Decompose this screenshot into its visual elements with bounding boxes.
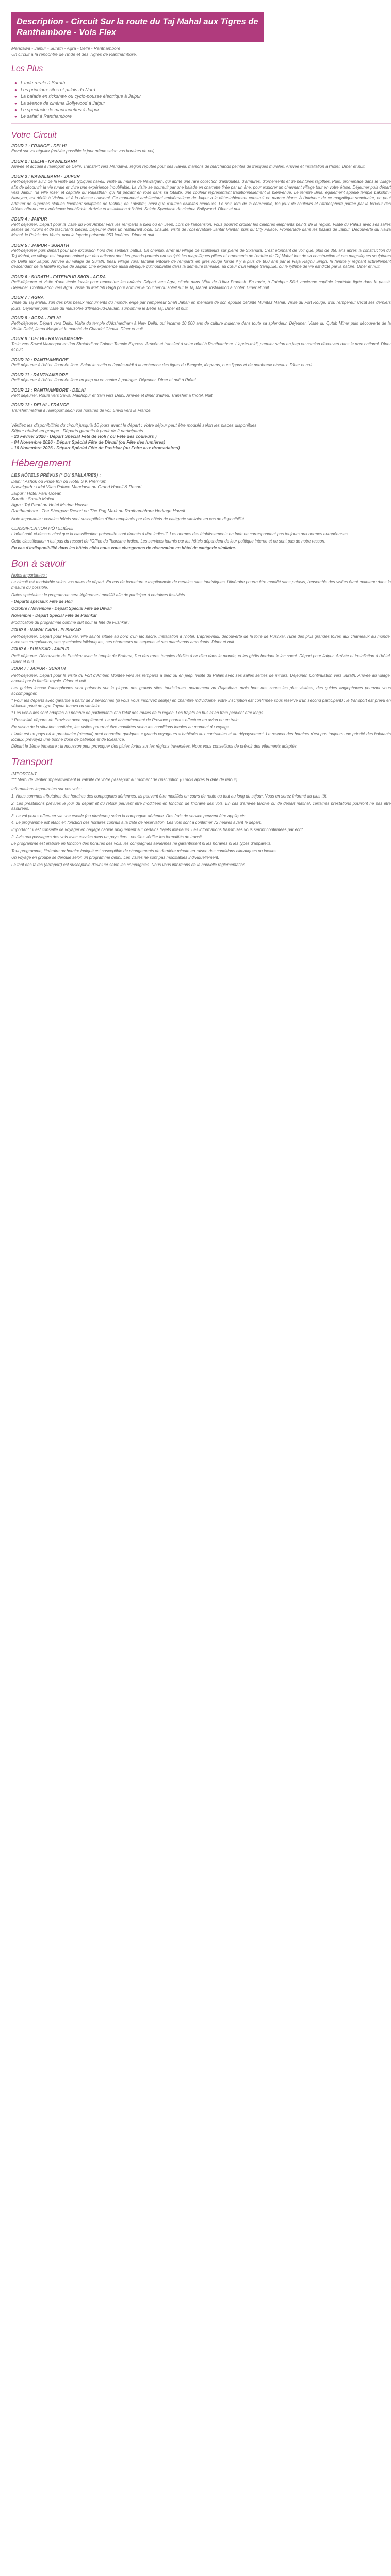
day-text: Petit-déjeuner. Départ vers Delhi. Visite du temple d'Akshardham à New Delhi, qui incarne 10 000 ans de culture indienne dans toute sa splendeur. Déjeuner. Visite du Qutub Minar puis découverte de la Vieille Delhi, Jama Masjid et le marché de Chandni Chowk. Dîner et nuit. (11, 321, 391, 331)
day-title: JOUR 13 : DELHI - FRANCE (11, 402, 69, 408)
info-text: En raison de la situation sanitaire, les visites pourront être modifiées selon les conditions locales au moment du voyage. (11, 724, 231, 730)
info-text: Départ le 3ème trimestre : la mousson peut provoquer des pluies fortes sur les régions traversées. Nous vous conseillons de prévoir des vêtements adaptés. (11, 744, 298, 749)
day-title: JOUR 7 : AGRA (11, 295, 44, 300)
day-title: JOUR 3 : NAWALGARH - JAIPUR (11, 174, 80, 179)
day-title: JOUR 9 : DELHI - RANTHAMBORE (11, 336, 83, 342)
day-title: JOUR 5 : JAIPUR - SURATH (11, 242, 69, 248)
point-item: ● Le spectacle de marionnettes à Jaipur (21, 107, 391, 113)
day-title: JOUR 2 : DELHI - NAWALGARH (11, 158, 77, 164)
day-text: Petit-déjeuner puis départ pour une excursion hors des sentiers battus. En chemin, arrêt au village de sculpteurs sur pierre de Sikandra. C'est étonnant de voir que, plus de 350 ans après la construction du Taj Mahal, ce village est toujours animé par des artisans dont les grands-parents ont sculpté les magnifiques piliers et ornements de l'entrée du Taj Mahal lors de sa construction et ces magnifiques sculptures de Delhi aux Jaïpur. Arrivée au village de Surath, beau village rural familial entouré de remparts en grès rouge fondé il y a plus de 800 ans par le Raja Raghu Singh, la famille y régnant actuellement descendant de la famille royale de Jaipur. Une expérience aussi atypique qu'inoubliable dans la demeure familiale, au cœur d'un village tranquille, où le rythme de vie est dicté par la nature. Dîner et nuit. (11, 248, 391, 269)
transport-text: Le tarif des taxes (aéroport) est susceptible d'évoluer selon les compagnies. Nous vous informons de la nouvelle réglementation. (11, 862, 247, 867)
transport-text: *** Merci de vérifier impérativement la validité de votre passeport au moment de l'inscription (6 mois après la date de retour). (11, 777, 239, 782)
info-text: Modification du programme comme suit pour la fête de Pushkar : (11, 620, 130, 625)
page-title (11, 12, 264, 42)
route-subtitle: Mandawa - Jaipur - Surath - Agra - Delhi - Ranthambore (11, 46, 121, 51)
title-line-1: Description - Circuit Sur la route du Taj Mahal aux Tigres de (17, 17, 258, 26)
transport-title: Transport (11, 756, 53, 768)
day-text: Envol sur vol régulier (arrivée possible le jour même selon vos horaires de vol). (11, 149, 156, 154)
day-title: JOUR 8 : AGRA - DELHI (11, 315, 61, 321)
hotel-line: Agra : Taj Pearl ou Hotel Marina House (11, 502, 88, 507)
day-title: JOUR 10 : RANTHAMBORE (11, 357, 69, 362)
day-text: Petit déjeuner à l'hôtel. Journée libre. Safari le matin et l'après-midi à la recherche des tigres du Bengale, léopards, ours lippus et de nombreux oiseaux. Dîner et nuit. (11, 362, 314, 367)
info-text: Octobre / Novembre - Départ Spécial Fête de Diwali (11, 606, 112, 611)
day-text: Train vers Sawai Madhopur en Jan Shatabdi ou Golden Temple Express. Arrivée et transfert à votre hôtel à Ranthambore. L'après-midi, premier safari en jeep ou camion découvert dans le parc national. Dîner et nuit. (11, 342, 391, 352)
transport-heading: IMPORTANT (11, 771, 37, 776)
info-text: Petit-déjeuner. Départ pour la visite du Fort d'Amber. Montée vers les remparts à pied ou en jeep. Visite du Palais avec ses salles serties de miroirs. Déjeuner. Continuation vers Surath. Arrivée au village, accueil par la famille royale. Dîner et nuit. (11, 673, 391, 684)
hotels-title: Hébergement (11, 458, 71, 469)
date-item: - 04 Novembre 2026 - Départ Spécial Fête de Diwali (ou Fête des lumières) (11, 439, 166, 445)
hotels-heading: LES HÔTELS PRÉVUS (* OU SIMILAIRES) : (11, 472, 101, 478)
points-title: Les Plus (11, 64, 43, 73)
transport-text: Un voyage en groupe se déroule selon un programme défini. Les visites ne sont pas modifiables individuellement. (11, 855, 219, 860)
day-text: Visite du Taj Mahal, l'un des plus beaux monuments du monde, érigé par l'empereur Shah Jahan en mémoire de son épouse défunte Mumtaz Mahal. Visite du Fort Rouge, d'où l'empereur vécut ses derniers jours. Déjeuner puis visite du mausolée d'Itimad-ud-Daulah, surnommé le Bébé Taj. Dîner et nuit. (11, 300, 391, 311)
info-text: - Départs spéciaux Fête de Holi (11, 599, 73, 604)
info-text: Notes importantes : (11, 572, 47, 578)
day-text: Arrivée et accueil à l'aéroport de Delhi. Transfert vers Mandawa, région réputée pour ses Haveli, maisons de marchands peintes de fresques murales. Arrivée et installation à l'hôtel. Dîner et nuit. (11, 164, 366, 169)
hotel-line: Surath : Surath Mahal (11, 496, 54, 502)
point-item: ● La séance de cinéma Bollywood à Jaipur (21, 100, 391, 107)
hotel-line: Nawalgarh : Udai Vilas Palace Mandawa ou Grand Haveli & Resort (11, 484, 142, 490)
point-item: ● La balade en rickshaw ou cyclo-pousse électrique à Jaipur (21, 93, 391, 100)
info-text: Les guides locaux francophones sont présents sur la plupart des grands sites touristiques, notamment au Rajasthan, mais hors des zones les plus visitées, des guides anglophones pourront vous accompagner. (11, 685, 391, 696)
classification-text: En cas d'indisponibilité dans les hôtels cités nous vous changerons de réservation en hôtel de catégorie similaire. (11, 546, 236, 551)
hotel-line: Jaipur : Hotel Park Ocean (11, 490, 62, 496)
transport-text: 2. Avis aux passagers des vols avec escales dans un pays tiers : veuillez vérifier les formalités de transit. (11, 834, 203, 839)
transport-text: 4. Le programme est établi en fonction des horaires connus à la date de réservation. Les vols sont à confirmer 72 heures avant le départ. (11, 820, 262, 825)
date-item: - 16 Novembre 2026 - Départ Spécial Fête de Pushkar (ou Foire aux dromadaires) (11, 445, 180, 451)
day-title: JOUR 12 : RANTHAMBORE - DELHI (11, 387, 86, 393)
info-text: Le circuit est modulable selon vos dates de départ. En cas de fermeture exceptionnelle de certains sites touristiques, l'itinéraire pourra être modifié sans préavis, l'ensemble des visites étant maintenu dans la mesure du possible. (11, 580, 391, 590)
info-text: JOUR 6 : PUSHKAR - JAIPUR (11, 647, 70, 652)
transport-text: Le programme est élaboré en fonction des horaires des vols, les compagnies aériennes ne garantissent ni les horaires ni les types d'appareils. (11, 841, 272, 846)
info-text: Petit-déjeuner. Départ pour Pushkar, ville sainte située au bord d'un lac sacré. Installation à l'hôtel. L'après-midi, découverte de la foire de Pushkar, l'une des plus grandes foires aux chameaux au monde, avec ses compétitions, ses spectacles folkloriques, ses charmeurs de serpents et ses marchands ambulants. Dîner et nuit. (11, 634, 391, 645)
info-text: * Possibilité départs de Province avec supplément. Le pré acheminement de Province pourra s'effectuer en avion ou en train. (11, 717, 240, 722)
day-text: Transfert matinal à l'aéroport selon vos horaires de vol. Envol vers la France. (11, 408, 152, 413)
day-title: JOUR 4 : JAIPUR (11, 216, 47, 222)
point-item: ● Les princiaux sites et palais du Nord (21, 87, 391, 93)
page (11, 12, 391, 868)
info-title: Bon à savoir (11, 558, 66, 569)
dates-intro: Vérifiez les disponibilités du circuit jusqu'à 10 jours avant le départ : Votre séjour peut être modulé selon les places disponibles. (11, 422, 258, 428)
itinerary-title: Votre Circuit (11, 131, 57, 140)
hotels-note: Note importante : certains hôtels sont susceptibles d'être remplacés par des hôtels de catégorie similaire en cas de disponibilité. (11, 517, 246, 522)
info-text: * Les véhicules sont adaptés au nombre de participants et à l'état des routes de la région. Les trajets en bus et en train peuvent être longs. (11, 710, 265, 716)
info-text: JOUR 5 : NAWALGARH - PUSHKAR (11, 627, 82, 632)
point-item: ● Le safari à Ranthambore (21, 113, 391, 120)
classification-title: CLASSIFICATION HÔTELIÈRE (11, 526, 73, 531)
transport-text: 2. Les prestations prévues le jour du départ et du retour peuvent être modifiées en fonction de l'horaire des vols. En cas d'arrivée tardive ou de départ matinal, certaines prestations pourront ne pas être assurées. (11, 801, 391, 811)
transport-text: 3. Le vol peut s'effectuer via une escale (ou plusieurs) selon la compagnie aérienne. Des frais de service peuvent être appliqués. (11, 813, 247, 818)
hotel-line: Ranthambore : The Shergarh Resort ou The Pug Mark ou Ranthambhore Heritage Haveli (11, 508, 185, 514)
day-text: Petit déjeuner. Route vers Sawai Madhopur et train vers Delhi. Arrivée et dîner d'adieu. Transfert à l'hôtel. Nuit. (11, 393, 214, 398)
transport-text: Informations importantes sur vos vols : (11, 787, 82, 792)
classification-text: Cette classification n'est pas du ressort de l'Office du Tourisme Indien. Les services fournis par les hôtels dépendent de leur politique interne et ne sont pas de notre ressort. (11, 538, 326, 544)
top-spacer (0, 0, 391, 12)
point-item: ● L'Inde rurale à Surath (21, 80, 391, 87)
info-text: Dates spéciales : le programme sera légèrement modifié afin de participer à certaines festivités. (11, 592, 186, 597)
info-text: L'Inde est un pays où le prestataire (réceptif) peut connaître quelques « grands voyageurs » habitués aux contraintes et au dépaysement. Le respect des horaires n'est pas toujours une priorité des habitants locaux, prévoyez une bonne dose de patience et de tolérance. (11, 732, 391, 742)
transport-text: 1. Nous sommes tributaires des horaires des compagnies aériennes. Ils peuvent être modifiés en cours de route ou tout au long du séjour. Vous en serez informé au plus tôt. (11, 794, 328, 799)
day-text: Petit déjeuner. Départ pour la visite du Fort Amber vers les remparts à pied ou en Jeep. Lors de l'ascension, vous pourrez croiser les célèbres éléphants peints de la région. Visite du Palais avec ses salles serties de miroirs et de fascinants pièces. Déjeuner dans un restaurant local. Ensuite, visite de l'observatoire Jantar Mantar, puis du City Palace. Promenade dans les bazars de Jaipur. Découverte du Hawa Mahal, le Palais des Vents, dont la façade présente 953 fenêtres. Dîner et nuit. (11, 222, 391, 238)
info-text: * Pour les départs avec garantie à partir de 2 personnes (si vous vous inscrivez seul(e) en chambre individuelle, votre inscription est confirmée sous réserve d'un second participant) : le transport est prévu en véhicule privé de type Toyota Innova ou similaire. (11, 698, 391, 708)
day-title: JOUR 1 : FRANCE - DELHI (11, 143, 67, 148)
tagline: Un circuit à la rencontre de l'Inde et des Tigres de Ranthambore. (11, 52, 137, 57)
hotel-line: Delhi : Ashok ou Pride Inn ou Hotel S K Premium (11, 479, 107, 484)
itinerary (11, 143, 391, 414)
day-title: JOUR 11 : RANTHAMBORE (11, 372, 68, 378)
dates-group-line: Séjour réalisé en groupe : Départs garantis à partir de 2 participants. (11, 428, 144, 434)
transport-text: Important : il est conseillé de voyager en bagage cabine uniquement sur certains trajets intérieurs. Les informations transmises vous seront confirmées par écrit. (11, 827, 304, 833)
info-text: Petit déjeuner. Découverte de Pushkar avec le temple de Brahma, l'un des rares temples dédiés à ce dieu dans le monde, et les ghâts bordant le lac sacré. Départ pour Jaipur. Arrivée et installation à l'hôtel. Dîner et nuit. (11, 653, 391, 664)
title-line-2: Ranthambore - Vols Flex (17, 28, 116, 37)
transport-text: Tout programme, itinéraire ou horaire indiqué est susceptible de changements de dernière minute en raison des conditions climatiques ou locales. (11, 848, 278, 853)
day-text: Petit déjeuner à l'hôtel. Journée libre en jeep ou en canter à partager. Déjeuner. Dîner et nuit à l'hôtel. (11, 378, 197, 383)
day-text: Petit-déjeuner suivi de la visite des typiques haveli. Visite du musée de Nawalgarh, qui abrite une rare collection d'antiquités, d'armures, d'ornements et de peintures rajpthes. Puis, promenade dans le village afin de découvrir la vie rurale et vivre une expérience inoubliable. La visite se poursuit par une balade en charrette tirée par un âne, pour explorer un charmant village tout en votre étape. Déjeuner puis départ vers Jaipur, "la ville rose" et capitale du Rajasthan, qui fut pedant en rose dans sa totalité, une couleur représentant traditionnellement la bienvenue. Le temple Birla, également appelé temple Lakshmi-Narayan, est dédié à Vishnu et à la déesse Lakshmi. Ce monument architectural emblématique de Jaipur a la détestablement construit en marbre blanc. À l'intérieur de ce magnifique sanctuaire, on peut admirer de superbes statues finement sculptées de Vishnu, de Lakshmi, ainsi que d'autres divinités hindoues. Le soir, lors de la cérémonie, les jeux de couleurs et l'atmosphère portée par la ferveur des fidèles offrent une expérience inoubliable. Arrivée et installation à l'hôtel. Soirée Spectacle de cinéma Bollywood. Dîner et nuit. (11, 179, 391, 212)
classification-text: L'hôtel noté ci-dessus ainsi que la classification présentée sont donnés à titre indicatif. Les normes des établissements en Inde ne correspondent pas toujours aux normes européennes. (11, 532, 349, 537)
info-text: JOUR 7 : JAIPUR - SURATH (11, 666, 66, 671)
points-list (11, 77, 391, 124)
date-item: - 23 Février 2026 - Départ Spécial Fête de Holi ( ou Fête des couleurs ) (11, 434, 157, 439)
info-text: Novembre - Départ Spécial Fête de Pushkar (11, 613, 97, 618)
day-title: JOUR 6 : SURATH - FATEHPUR SIKRI - AGRA (11, 274, 106, 279)
day-text: Petit-déjeuner et visite d'une école locale pour rencontrer les enfants. Départ vers Agra, située dans l'État de l'Uttar Pradesh. En route, à Fatehpur Sikri, ancienne capitale impériale figée dans le passé. Déjeuner. Continuation vers Agra. Visite du Mehtab Bagh pour admirer le coucher du soleil sur le Taj Mahal. Installation à l'hôtel. Dîner et nuit. (11, 279, 391, 290)
